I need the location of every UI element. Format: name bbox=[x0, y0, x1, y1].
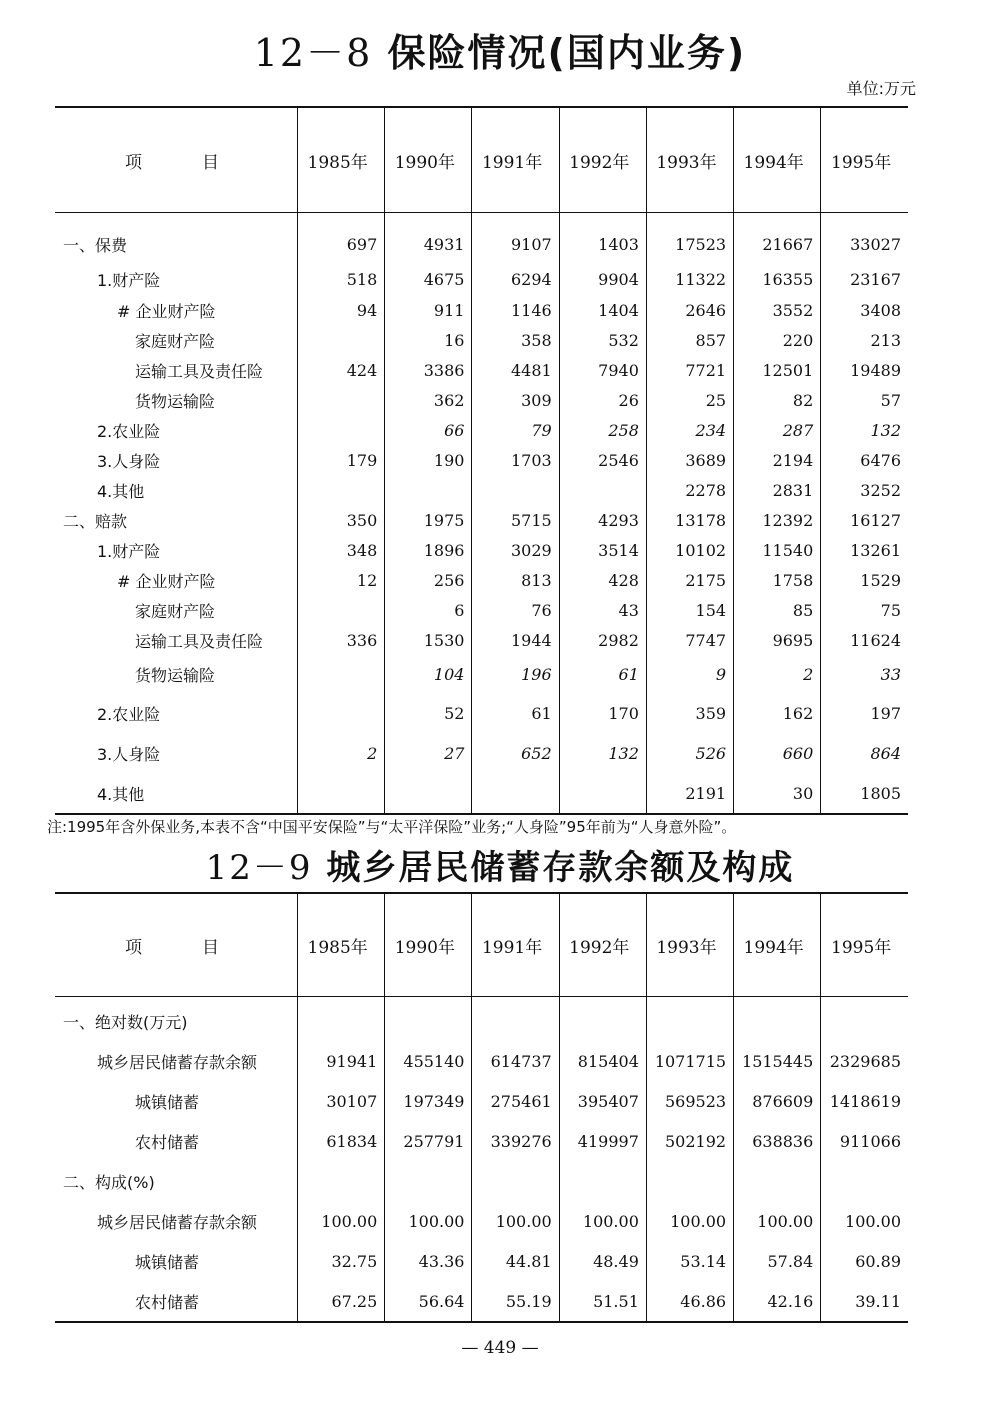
year-header: 1993年 bbox=[646, 107, 733, 213]
row-label: 一、绝对数(万元) bbox=[63, 1012, 188, 1032]
cell-value: 9904 bbox=[559, 263, 646, 295]
table-row bbox=[55, 655, 908, 693]
cell-value: 1403 bbox=[559, 225, 646, 263]
row-label: 1.财产险 bbox=[97, 541, 161, 561]
table-row bbox=[55, 1001, 908, 1041]
cell-value: 82 bbox=[734, 385, 821, 415]
cell-value: 132 bbox=[559, 733, 646, 773]
cell-value: 455140 bbox=[385, 1041, 472, 1081]
cell-value: 61834 bbox=[298, 1121, 385, 1161]
cell-value: 911 bbox=[385, 295, 472, 325]
cell-value: 42.16 bbox=[734, 1281, 821, 1322]
cell-value bbox=[298, 385, 385, 415]
row-label: 2.农业险 bbox=[97, 704, 161, 724]
table-row bbox=[55, 475, 908, 505]
cell-value bbox=[385, 1001, 472, 1041]
cell-value: 2 bbox=[298, 733, 385, 773]
cell-value: 1896 bbox=[385, 535, 472, 565]
cell-value: 6294 bbox=[472, 263, 559, 295]
year-header: 1990年 bbox=[385, 107, 472, 213]
cell-value: 1758 bbox=[734, 565, 821, 595]
cell-value: 32.75 bbox=[298, 1241, 385, 1281]
cell-value: 358 bbox=[472, 325, 559, 355]
row-label: 运输工具及责任险 bbox=[135, 631, 264, 651]
year-header: 1992年 bbox=[559, 893, 646, 997]
cell-value: 339276 bbox=[472, 1121, 559, 1161]
table-row bbox=[55, 565, 908, 595]
cell-value: 424 bbox=[298, 355, 385, 385]
cell-value bbox=[821, 1161, 908, 1201]
table-row bbox=[55, 1121, 908, 1161]
cell-value: 3552 bbox=[734, 295, 821, 325]
cell-value: 1071715 bbox=[646, 1041, 733, 1081]
cell-value: 419997 bbox=[559, 1121, 646, 1161]
header-item-char2: 目 bbox=[202, 152, 219, 173]
cell-value: 170 bbox=[559, 693, 646, 733]
cell-value bbox=[472, 773, 559, 814]
table-row bbox=[55, 445, 908, 475]
cell-value: 2546 bbox=[559, 445, 646, 475]
cell-value: 9107 bbox=[472, 225, 559, 263]
cell-value bbox=[734, 1161, 821, 1201]
cell-value bbox=[298, 773, 385, 814]
row-label: 城乡居民储蓄存款余额 bbox=[97, 1212, 258, 1232]
savings-table bbox=[55, 892, 908, 1323]
cell-value: 864 bbox=[821, 733, 908, 773]
cell-value bbox=[298, 1001, 385, 1041]
row-label: 二、构成(%) bbox=[63, 1172, 155, 1192]
cell-value bbox=[385, 475, 472, 505]
cell-value bbox=[821, 1001, 908, 1041]
cell-value: 1146 bbox=[472, 295, 559, 325]
cell-value: 100.00 bbox=[472, 1201, 559, 1241]
cell-value: 43 bbox=[559, 595, 646, 625]
cell-value: 52 bbox=[385, 693, 472, 733]
cell-value: 16355 bbox=[734, 263, 821, 295]
cell-value: 5715 bbox=[472, 505, 559, 535]
table1-unit: 单位:万元 bbox=[846, 79, 916, 98]
row-label: 城镇储蓄 bbox=[135, 1252, 200, 1272]
cell-value: 66 bbox=[385, 415, 472, 445]
cell-value: 660 bbox=[734, 733, 821, 773]
cell-value: 876609 bbox=[734, 1081, 821, 1121]
cell-value: 179 bbox=[298, 445, 385, 475]
header-item-label bbox=[55, 893, 298, 997]
cell-value: 1975 bbox=[385, 505, 472, 535]
cell-value: 652 bbox=[472, 733, 559, 773]
cell-value: 362 bbox=[385, 385, 472, 415]
cell-value: 11322 bbox=[646, 263, 733, 295]
cell-value bbox=[646, 1001, 733, 1041]
table-row bbox=[55, 1201, 908, 1241]
table1-header-row bbox=[55, 107, 908, 213]
table-row bbox=[55, 1241, 908, 1281]
cell-value: 395407 bbox=[559, 1081, 646, 1121]
cell-value: 100.00 bbox=[385, 1201, 472, 1241]
cell-value: 526 bbox=[646, 733, 733, 773]
cell-value: 13178 bbox=[646, 505, 733, 535]
cell-value bbox=[298, 595, 385, 625]
cell-value: 256 bbox=[385, 565, 472, 595]
cell-value: 19489 bbox=[821, 355, 908, 385]
cell-value: 257791 bbox=[385, 1121, 472, 1161]
cell-value: 2175 bbox=[646, 565, 733, 595]
cell-value: 21667 bbox=[734, 225, 821, 263]
table1-title bbox=[0, 22, 1000, 77]
cell-value bbox=[385, 1161, 472, 1201]
cell-value: 154 bbox=[646, 595, 733, 625]
cell-value: 6 bbox=[385, 595, 472, 625]
table-row bbox=[55, 355, 908, 385]
header-item-char1: 项 bbox=[125, 937, 142, 958]
cell-value: 79 bbox=[472, 415, 559, 445]
cell-value bbox=[298, 693, 385, 733]
row-label: 运输工具及责任险 bbox=[135, 361, 264, 381]
cell-value: 569523 bbox=[646, 1081, 733, 1121]
cell-value: 75 bbox=[821, 595, 908, 625]
cell-value: 3029 bbox=[472, 535, 559, 565]
cell-value: 13261 bbox=[821, 535, 908, 565]
year-header: 1992年 bbox=[559, 107, 646, 213]
cell-value: 1805 bbox=[821, 773, 908, 814]
row-label: 4.其他 bbox=[55, 773, 298, 814]
cell-value: 258 bbox=[559, 415, 646, 445]
cell-value bbox=[298, 655, 385, 693]
cell-value: 11624 bbox=[821, 625, 908, 655]
insurance-table bbox=[55, 106, 908, 815]
cell-value: 309 bbox=[472, 385, 559, 415]
cell-value: 11540 bbox=[734, 535, 821, 565]
cell-value: 4481 bbox=[472, 355, 559, 385]
cell-value: 2194 bbox=[734, 445, 821, 475]
cell-value: 1703 bbox=[472, 445, 559, 475]
cell-value: 638836 bbox=[734, 1121, 821, 1161]
cell-value: 9 bbox=[646, 655, 733, 693]
cell-value: 43.36 bbox=[385, 1241, 472, 1281]
year-header: 1985年 bbox=[298, 893, 385, 997]
cell-value: 2329685 bbox=[821, 1041, 908, 1081]
cell-value: 275461 bbox=[472, 1081, 559, 1121]
table-row bbox=[55, 595, 908, 625]
cell-value: 2 bbox=[734, 655, 821, 693]
cell-value: 23167 bbox=[821, 263, 908, 295]
table-row bbox=[55, 625, 908, 655]
header-item-char1: 项 bbox=[125, 152, 142, 173]
cell-value: 100.00 bbox=[298, 1201, 385, 1241]
cell-value: 502192 bbox=[646, 1121, 733, 1161]
cell-value bbox=[298, 325, 385, 355]
cell-value: 197349 bbox=[385, 1081, 472, 1121]
year-header: 1995年 bbox=[821, 107, 908, 213]
cell-value: 3689 bbox=[646, 445, 733, 475]
cell-value: 67.25 bbox=[298, 1281, 385, 1322]
cell-value: 220 bbox=[734, 325, 821, 355]
cell-value: 25 bbox=[646, 385, 733, 415]
cell-value: 815404 bbox=[559, 1041, 646, 1081]
row-label: 一、保费 bbox=[63, 235, 128, 255]
cell-value: 162 bbox=[734, 693, 821, 733]
cell-value: 16127 bbox=[821, 505, 908, 535]
table2-title-text: 城乡居民储蓄存款余额及构成 bbox=[326, 848, 795, 888]
table2-title-number: 12－9 bbox=[205, 848, 313, 888]
cell-value bbox=[559, 1161, 646, 1201]
table-row bbox=[55, 1161, 908, 1201]
cell-value bbox=[646, 1161, 733, 1201]
row-label: 货物运输险 bbox=[135, 391, 216, 411]
table-row bbox=[55, 385, 908, 415]
cell-value: 697 bbox=[298, 225, 385, 263]
cell-value: 2831 bbox=[734, 475, 821, 505]
row-label: 家庭财产险 bbox=[135, 331, 216, 351]
table2-title bbox=[0, 840, 1000, 889]
cell-value bbox=[734, 1001, 821, 1041]
cell-value: 1404 bbox=[559, 295, 646, 325]
row-label: 农村储蓄 bbox=[135, 1132, 200, 1152]
cell-value bbox=[559, 1001, 646, 1041]
year-header: 1991年 bbox=[472, 107, 559, 213]
cell-value: 234 bbox=[646, 415, 733, 445]
row-label: 4.其他 bbox=[97, 481, 145, 501]
cell-value: 6476 bbox=[821, 445, 908, 475]
cell-value: 44.81 bbox=[472, 1241, 559, 1281]
cell-value: 57.84 bbox=[734, 1241, 821, 1281]
year-header: 1991年 bbox=[472, 893, 559, 997]
cell-value: 33027 bbox=[821, 225, 908, 263]
table-row bbox=[55, 693, 908, 733]
cell-value bbox=[472, 475, 559, 505]
cell-value: 56.64 bbox=[385, 1281, 472, 1322]
row-label: 二、赔款 bbox=[63, 511, 128, 531]
cell-value: 2278 bbox=[646, 475, 733, 505]
table-row bbox=[55, 263, 908, 295]
cell-value: 100.00 bbox=[821, 1201, 908, 1241]
cell-value: 30 bbox=[734, 773, 821, 814]
cell-value bbox=[298, 415, 385, 445]
page-number: — 449 — bbox=[461, 1338, 539, 1358]
row-label: 2.农业险 bbox=[97, 421, 161, 441]
table-row bbox=[55, 1041, 908, 1081]
row-label: 家庭财产险 bbox=[135, 601, 216, 621]
table2-header-row bbox=[55, 893, 908, 997]
year-header: 1985年 bbox=[298, 107, 385, 213]
cell-value: 27 bbox=[385, 733, 472, 773]
cell-value: 359 bbox=[646, 693, 733, 733]
cell-value: 813 bbox=[472, 565, 559, 595]
cell-value: 51.51 bbox=[559, 1281, 646, 1322]
year-header: 1994年 bbox=[734, 893, 821, 997]
row-label: 货物运输险 bbox=[135, 665, 216, 685]
table-row bbox=[55, 733, 908, 773]
cell-value: 132 bbox=[821, 415, 908, 445]
cell-value: 614737 bbox=[472, 1041, 559, 1081]
cell-value: 85 bbox=[734, 595, 821, 625]
cell-value: 10102 bbox=[646, 535, 733, 565]
header-item-char2: 目 bbox=[202, 937, 219, 958]
cell-value: 7940 bbox=[559, 355, 646, 385]
cell-value: 213 bbox=[821, 325, 908, 355]
cell-value: 3252 bbox=[821, 475, 908, 505]
cell-value: 1515445 bbox=[734, 1041, 821, 1081]
table-row bbox=[55, 505, 908, 535]
cell-value: 94 bbox=[298, 295, 385, 325]
cell-value: 3514 bbox=[559, 535, 646, 565]
cell-value: 76 bbox=[472, 595, 559, 625]
header-item-label bbox=[55, 107, 298, 213]
cell-value: 857 bbox=[646, 325, 733, 355]
table-row bbox=[55, 325, 908, 355]
cell-value: 197 bbox=[821, 693, 908, 733]
cell-value: 336 bbox=[298, 625, 385, 655]
cell-value: 60.89 bbox=[821, 1241, 908, 1281]
cell-value: 428 bbox=[559, 565, 646, 595]
cell-value: 30107 bbox=[298, 1081, 385, 1121]
year-header: 1994年 bbox=[734, 107, 821, 213]
row-label: 1.财产险 bbox=[97, 270, 161, 290]
row-label: 城镇储蓄 bbox=[135, 1092, 200, 1112]
cell-value: 100.00 bbox=[734, 1201, 821, 1241]
cell-value: 57 bbox=[821, 385, 908, 415]
cell-value: 3386 bbox=[385, 355, 472, 385]
cell-value: 350 bbox=[298, 505, 385, 535]
cell-value: 2646 bbox=[646, 295, 733, 325]
cell-value: 3408 bbox=[821, 295, 908, 325]
row-label: 3.人身险 bbox=[97, 744, 161, 764]
cell-value: 61 bbox=[559, 655, 646, 693]
cell-value: 7721 bbox=[646, 355, 733, 385]
cell-value: 911066 bbox=[821, 1121, 908, 1161]
cell-value: 46.86 bbox=[646, 1281, 733, 1322]
table-row bbox=[55, 225, 908, 263]
cell-value: 61 bbox=[472, 693, 559, 733]
table1-title-text: 保险情况(国内业务) bbox=[387, 31, 747, 75]
table-row bbox=[55, 295, 908, 325]
cell-value: 2191 bbox=[646, 773, 733, 814]
cell-value: 39.11 bbox=[821, 1281, 908, 1322]
cell-value bbox=[472, 1161, 559, 1201]
cell-value: 12 bbox=[298, 565, 385, 595]
cell-value bbox=[559, 475, 646, 505]
cell-value: 4931 bbox=[385, 225, 472, 263]
row-label: 3.人身险 bbox=[97, 451, 161, 471]
row-label: # 企业财产险 bbox=[117, 301, 216, 321]
cell-value: 9695 bbox=[734, 625, 821, 655]
row-label: 城乡居民储蓄存款余额 bbox=[97, 1052, 258, 1072]
cell-value: 33 bbox=[821, 655, 908, 693]
cell-value: 91941 bbox=[298, 1041, 385, 1081]
table1-title-number: 12－8 bbox=[253, 31, 373, 75]
cell-value: 287 bbox=[734, 415, 821, 445]
cell-value: 53.14 bbox=[646, 1241, 733, 1281]
cell-value: 4675 bbox=[385, 263, 472, 295]
cell-value bbox=[472, 1001, 559, 1041]
cell-value: 12392 bbox=[734, 505, 821, 535]
row-label: 农村储蓄 bbox=[55, 1281, 298, 1322]
cell-value: 1944 bbox=[472, 625, 559, 655]
cell-value: 4293 bbox=[559, 505, 646, 535]
table-row bbox=[55, 773, 908, 814]
cell-value: 100.00 bbox=[646, 1201, 733, 1241]
year-header: 1995年 bbox=[821, 893, 908, 997]
cell-value: 100.00 bbox=[559, 1201, 646, 1241]
table-row bbox=[55, 415, 908, 445]
cell-value bbox=[559, 773, 646, 814]
table1-note: 注:1995年含外保业务,本表不含“中国平安保险”与“太平洋保险”业务;“人身险”95年前为“人身意外险”。 bbox=[47, 818, 737, 836]
year-header: 1993年 bbox=[646, 893, 733, 997]
table-row bbox=[55, 1081, 908, 1121]
cell-value: 532 bbox=[559, 325, 646, 355]
cell-value: 1530 bbox=[385, 625, 472, 655]
cell-value: 190 bbox=[385, 445, 472, 475]
cell-value: 55.19 bbox=[472, 1281, 559, 1322]
cell-value: 1418619 bbox=[821, 1081, 908, 1121]
year-header: 1990年 bbox=[385, 893, 472, 997]
cell-value: 48.49 bbox=[559, 1241, 646, 1281]
cell-value: 12501 bbox=[734, 355, 821, 385]
cell-value: 196 bbox=[472, 655, 559, 693]
cell-value: 518 bbox=[298, 263, 385, 295]
cell-value: 348 bbox=[298, 535, 385, 565]
cell-value: 104 bbox=[385, 655, 472, 693]
table-row bbox=[55, 535, 908, 565]
cell-value: 26 bbox=[559, 385, 646, 415]
cell-value: 7747 bbox=[646, 625, 733, 655]
cell-value: 16 bbox=[385, 325, 472, 355]
row-label: # 企业财产险 bbox=[117, 571, 216, 591]
cell-value bbox=[298, 1161, 385, 1201]
cell-value bbox=[298, 475, 385, 505]
cell-value: 2982 bbox=[559, 625, 646, 655]
cell-value bbox=[385, 773, 472, 814]
table-row bbox=[55, 1281, 908, 1322]
cell-value: 17523 bbox=[646, 225, 733, 263]
cell-value: 1529 bbox=[821, 565, 908, 595]
